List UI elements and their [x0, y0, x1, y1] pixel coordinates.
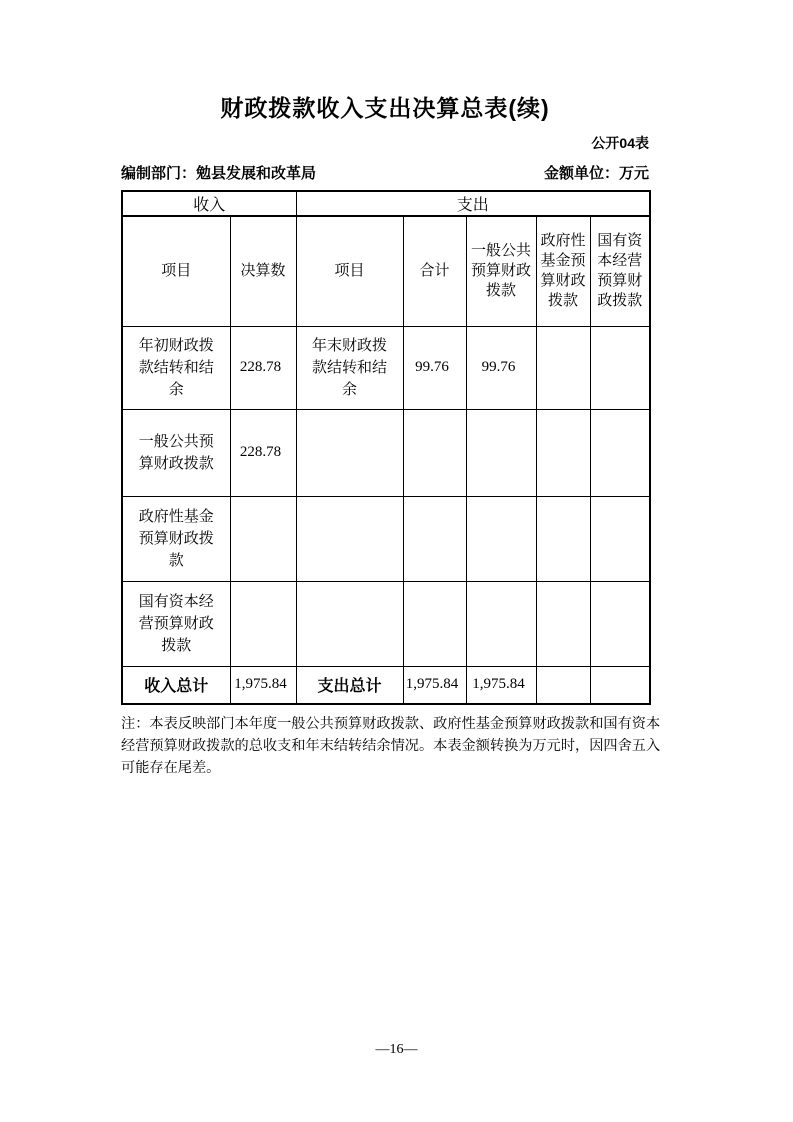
state-capital-cell — [590, 581, 650, 666]
income-value-cell: 228.78 — [230, 409, 296, 496]
gov-fund-cell — [536, 496, 590, 581]
table-row — [122, 326, 650, 409]
income-item-cell: 一般公共预算财政拨款 — [122, 409, 230, 496]
col-header-income-item: 项目 — [122, 216, 230, 326]
section-income-header: 收入 — [122, 191, 296, 216]
footnote-line: 经营预算财政拨款的总收支和年末结转结余情况。本表金额转换为万元时，因四舍五入 — [121, 738, 661, 754]
page-number: —16— — [375, 1042, 418, 1057]
general-public-cell — [466, 581, 536, 666]
income-value-cell: 228.78 — [230, 326, 296, 409]
income-total-value: 1,975.84 — [230, 666, 296, 704]
fiscal-appropriation-table — [121, 190, 651, 705]
income-total-label: 收入总计 — [122, 666, 230, 704]
income-item-cell: 年初财政拨款结转和结余 — [122, 326, 230, 409]
income-item-cell: 政府性基金预算财政拨款 — [122, 496, 230, 581]
col-header-income-amount: 决算数 — [230, 216, 296, 326]
expense-total-cell — [403, 496, 466, 581]
gov-fund-cell — [536, 581, 590, 666]
expense-item-cell — [296, 496, 403, 581]
gov-fund-cell — [536, 409, 590, 496]
page-title: 财政拨款收入支出决算总表(续) — [220, 95, 550, 121]
table-section-header-row — [122, 191, 650, 216]
table-column-header-row — [122, 216, 650, 326]
col-header-expense-total: 合计 — [403, 216, 466, 326]
table-code-label: 公开04表 — [591, 135, 649, 151]
general-public-cell — [466, 409, 536, 496]
general-public-cell — [466, 496, 536, 581]
col-header-gov-fund: 政府性基金预算财政拨款 — [536, 216, 590, 326]
general-public-cell: 99.76 — [466, 326, 536, 409]
col-header-state-capital: 国有资本经营预算财政拨款 — [590, 216, 650, 326]
expense-item-cell — [296, 409, 403, 496]
state-capital-total-value — [590, 666, 650, 704]
footnote-line: 注：本表反映部门本年度一般公共预算财政拨款、政府性基金预算财政拨款和国有资本 — [121, 716, 661, 732]
expense-item-cell — [296, 581, 403, 666]
footnote-line: 可能存在尾差。 — [121, 760, 221, 776]
state-capital-cell — [590, 496, 650, 581]
income-value-cell — [230, 581, 296, 666]
table-row — [122, 496, 650, 581]
expense-total-cell: 99.76 — [403, 326, 466, 409]
expense-item-cell: 年末财政拨款结转和结余 — [296, 326, 403, 409]
prepared-by-label: 编制部门：勉县发展和改革局 — [121, 165, 317, 182]
expense-total-label: 支出总计 — [296, 666, 403, 704]
col-header-general-public: 一般公共预算财政拨款 — [466, 216, 536, 326]
gov-fund-total-value — [536, 666, 590, 704]
expense-total-cell — [403, 409, 466, 496]
col-header-expense-item: 项目 — [296, 216, 403, 326]
expense-total-value: 1,975.84 — [403, 666, 466, 704]
table-row — [122, 409, 650, 496]
document-content — [121, 0, 661, 779]
amount-unit-label: 金额单位：万元 — [543, 165, 649, 182]
general-public-total-value: 1,975.84 — [466, 666, 536, 704]
income-item-cell: 国有资本经营预算财政拨款 — [122, 581, 230, 666]
section-expense-header: 支出 — [296, 191, 650, 216]
expense-total-cell — [403, 581, 466, 666]
table-total-row — [122, 666, 650, 704]
footnote — [121, 713, 661, 779]
state-capital-cell — [590, 326, 650, 409]
gov-fund-cell — [536, 326, 590, 409]
table-row — [122, 581, 650, 666]
state-capital-cell — [590, 409, 650, 496]
income-value-cell — [230, 496, 296, 581]
meta-row — [121, 162, 649, 183]
